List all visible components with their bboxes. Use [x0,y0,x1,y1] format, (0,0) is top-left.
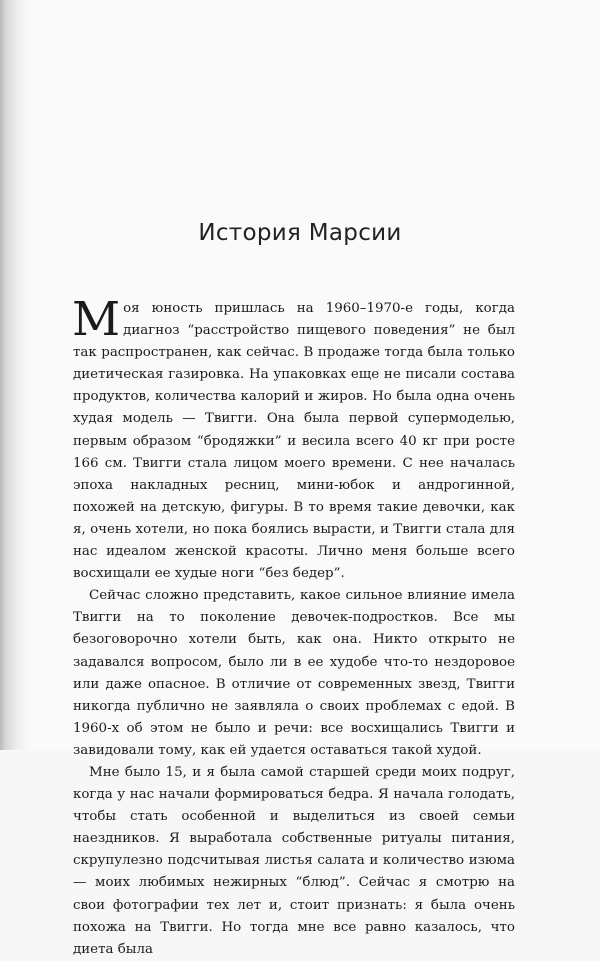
drop-cap: М [72,292,121,347]
paragraph-1-text: оя юность пришлась на 1960–1970-е годы, когда диагноз “расстройство пищевого поведения” не был так распространен, как сейчас. В продаже тогда была только диетическая газировка. На упаковках еще не писали состава продуктов, количества калорий и жиров. Но была одна очень худая модель — Твигги. Она была первой супермоделью, первым образом “бродяжки” и весила всего 40 кг при росте 166 см. Твигги стала лицом моего времени. С нее началась эпоха накладных ресниц, мини-юбок и андрогинной, похожей на детскую, фигуры. В то время такие девочки, как я, очень хотели, но пока боялись вырасти, и Твигги стала для нас идеалом женской красоты. Лично меня больше всего восхищали ее худые ноги “без бедер”. [73,301,515,582]
chapter-title: История Марсии [198,220,402,246]
paragraph-2: Сейчас сложно представить, какое сильное влияние имела Твигги на то поколение девочек-подростков. Все мы безоговорочно хотели быть, как она. Никто открыто не задавался вопросом, было ли в ее худобе что-то нездоровое или даже опасное. В отличие от современных звезд, Твигги никогда публично не заявляла о своих проблемах с едой. В 1960-х об этом не было и речи: все восхищались Твигги и завидовали тому, как ей удается оставаться такой худой. [73,588,515,758]
paragraph-1 [72,292,515,585]
page-gutter-shadow [0,0,30,750]
body-text [72,292,515,961]
paragraph-3: Мне было 15, и я была самой старшей среди моих подруг, когда у нас начали формироваться бедра. Я начала голодать, чтобы стать особенной и выделиться из своей семьи наездников. Я выработала собственные ритуалы питания, скрупулезно подсчитывая листья салата и количество изюма — моих любимых нежирных “блюд”. Сейчас я смотрю на свои фотографии тех лет и, стоит признать: я была очень похожа на Твигги. Но тогда мне все равно казалось, что диета была [73,764,515,957]
